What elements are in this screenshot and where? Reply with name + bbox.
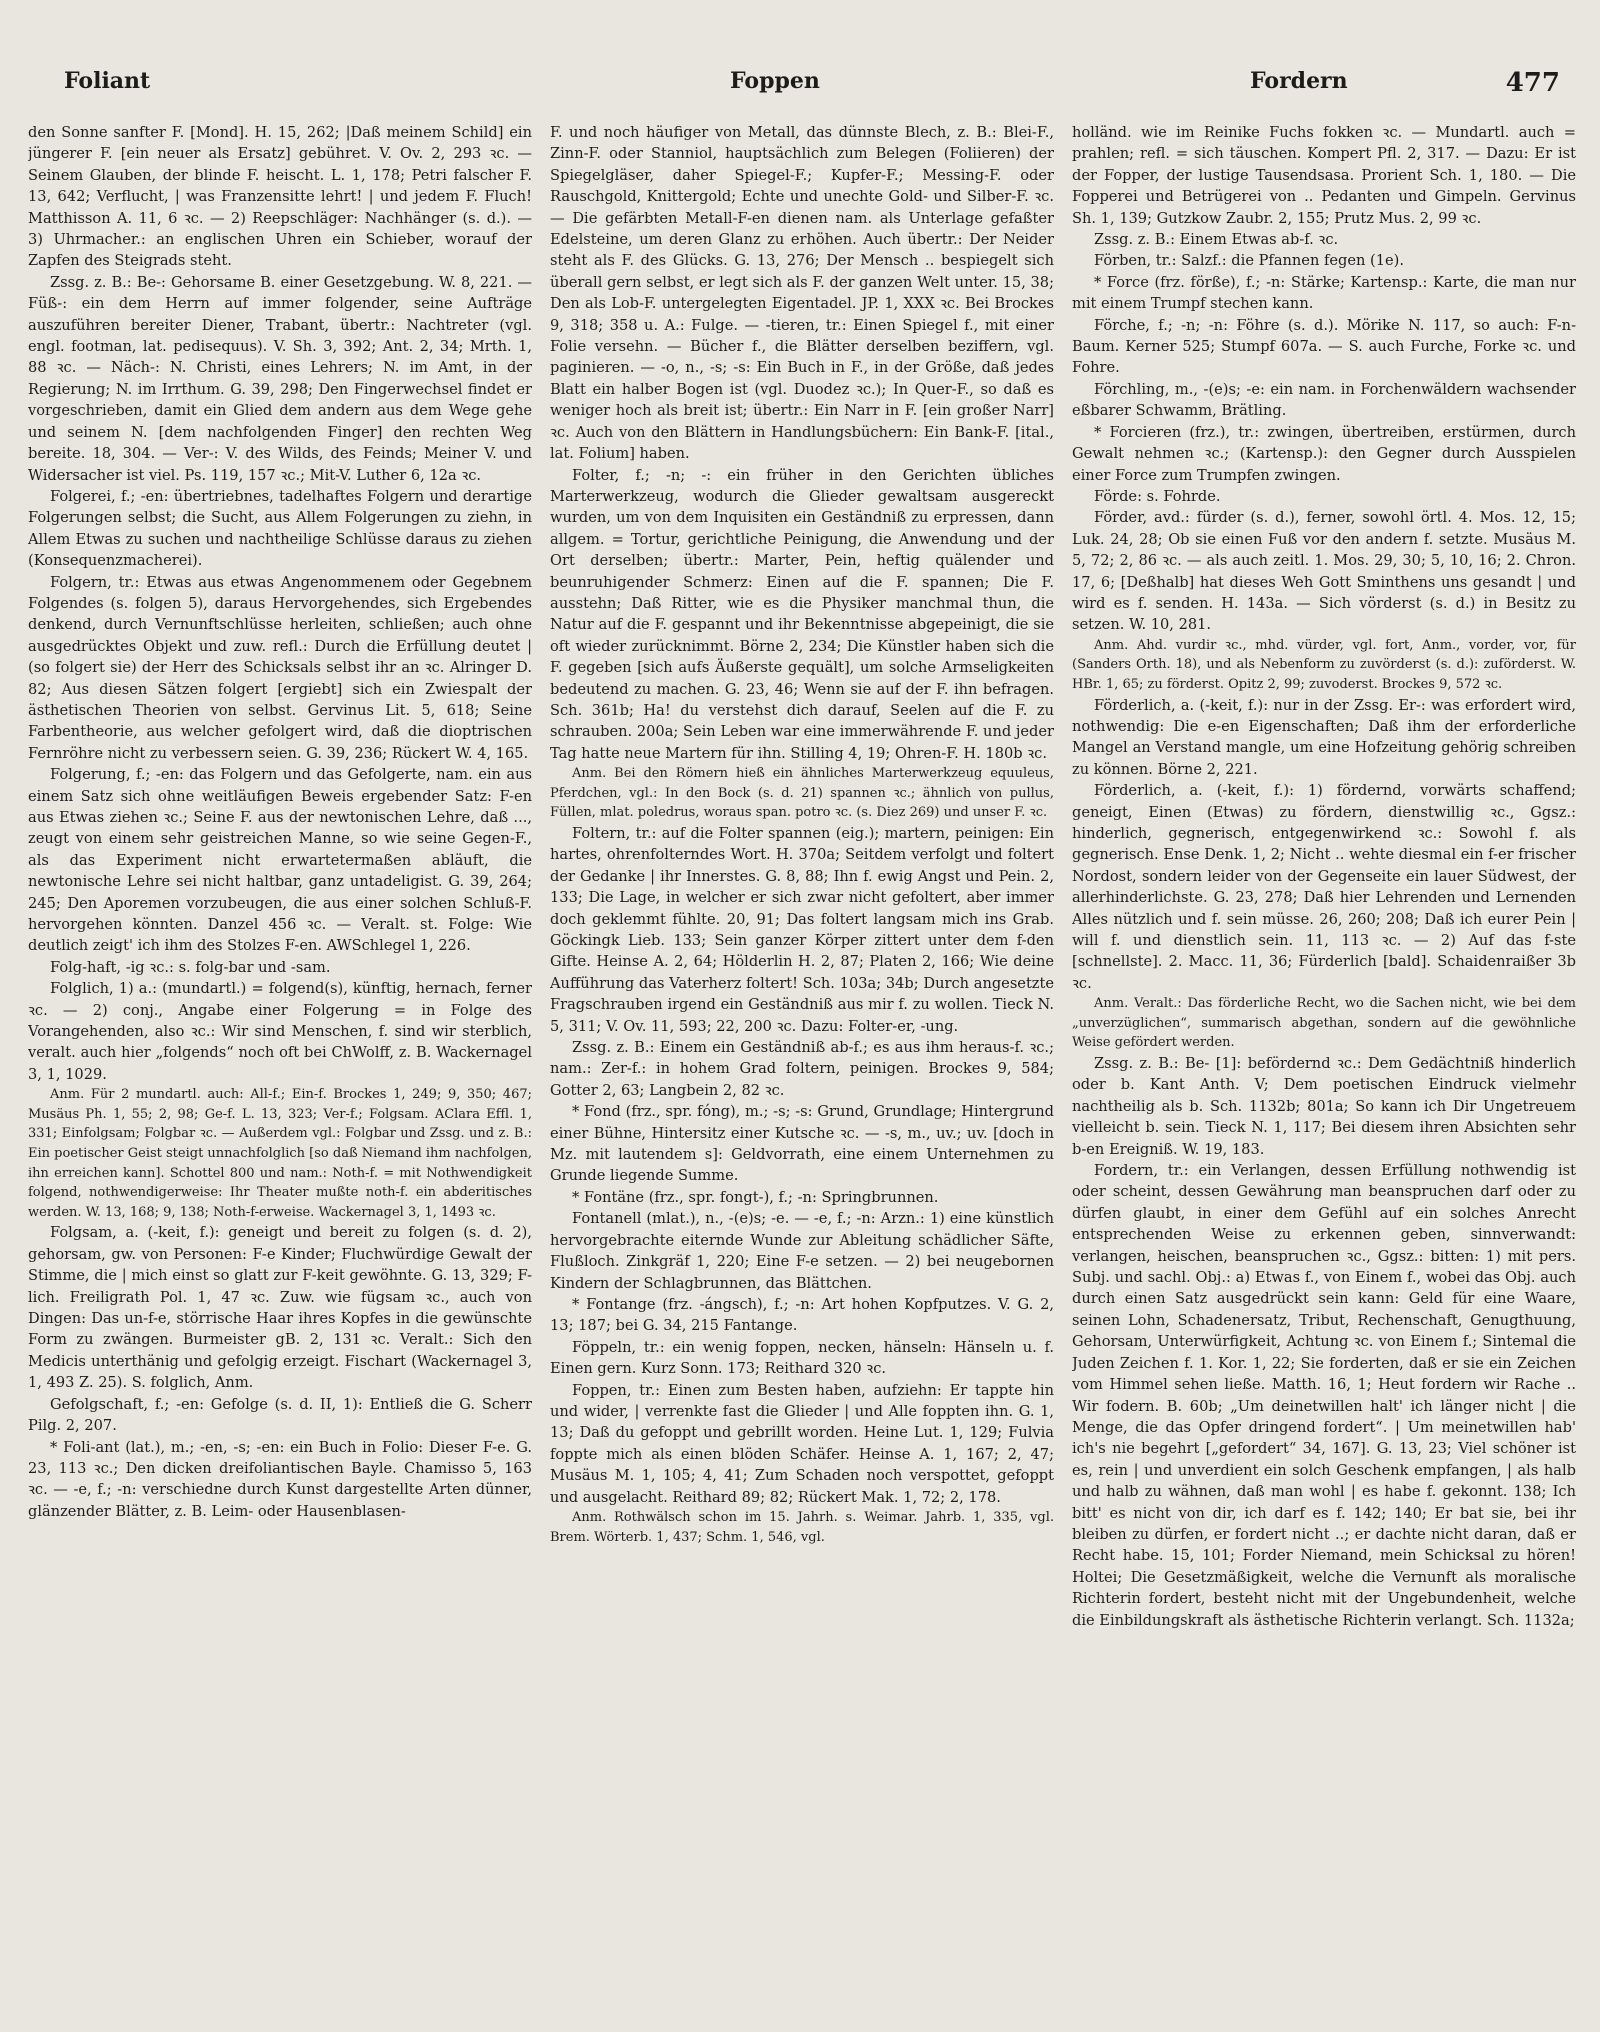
dictionary-entry: * Fond (frz., spr. fóng), m.; -s; -s: Grund, Grundlage; Hintergrund einer Bühne, Hintersitz einer Kutsche ꝛc. — -s, m., uv.; uv. [doch in Mz. mit lautendem s]: Geldvorrath, eine einem Unternehmen zu Grunde liegende Summe. bbox=[550, 1103, 1054, 1185]
dictionary-entry: Förche, f.; -n; -n: Föhre (s. d.). Mörike N. 117, so auch: F-n-Baum. Kerner 525; Stumpf 607a. — S. auch Furche, Forke ꝛc. und Fohre. bbox=[1072, 316, 1576, 377]
column-right bbox=[1072, 122, 1576, 2012]
dictionary-entry: * Fontäne (frz., spr. fongt-), f.; -n: Springbrunnen. bbox=[572, 1188, 939, 1206]
dictionary-entry: holländ. wie im Reinike Fuchs fokken ꝛc. — Mundartl. auch = prahlen; refl. = sich täuschen. Kompert Pfl. 2, 317. — Dazu: Er ist der Fopper, der lustige Tausendsasa. Prorient Sch. 1, 180. — Die Fopperei und Betrügerei von .. Pedanten und Gimpeln. Gervinus Sh. 1, 139; Gutzkow Zaubr. 2, 155; Prutz Mus. 2, 99 ꝛc. bbox=[1072, 124, 1576, 227]
dictionary-entry: Folgerei, f.; -en: übertriebnes, tadelhaftes Folgern und derartige Folgerungen selbst; die Sucht, aus Allem Folgerungen zu ziehn, in Allem Etwas zu suchen und nachtheilige Schlüsse daraus zu ziehen (Konsequenzmacherei). bbox=[28, 487, 532, 570]
annotation-paragraph: Anm. Veralt.: Das förderliche Recht, wo die Sachen nicht, wie bei dem „unverzüglichen“, summarisch abgethan, sondern auf die gewöhnliche Weise gefördert werden. bbox=[1072, 996, 1576, 1051]
dictionary-entry: Foltern, tr.: auf die Folter spannen (eig.); martern, peinigen: Ein hartes, ohrenfolterndes Wort. H. 370a; Seitdem verfolgt und foltert der Gedanke | ihr Innerstes. G. 8, 88; Ihn f. ewig Angst und Pein. 2, 133; Die Lage, in welcher er sich zwar nicht gefoltert, aber immer doch geklemmt fühlte. 20, 91; Das foltert langsam mich ins Grab. Göckingk Lieb. 133; Sein ganzer Körper zittert unter dem f-den Gifte. Heinse A. 2, 64; Hölderlin H. 2, 87; Platen 2, 166; Wie deine Aufführung das Vaterherz foltert! Sch. 103a; 34b; Durch angesetzte Fragschrauben irgend ein Geständniß aus mir f. zu wollen. Tieck N. 5, 311; V. Ov. 11, 593; 22, 200 ꝛc. Dazu: Folter-er, -ung. bbox=[550, 824, 1054, 1035]
header-center-catchword: Foppen bbox=[730, 68, 820, 94]
dictionary-entry: Zssg. z. B.: Einem Etwas ab-f. ꝛc. bbox=[1094, 231, 1339, 249]
annotation-paragraph: Anm. Bei den Römern hieß ein ähnliches Marterwerkzeug equuleus, Pferdchen, vgl.: In den Bock (s. d. 21) spannen ꝛc.; ähnlich von pullus, Füllen, mlat. poledrus, woraus span. potro ꝛc. (s. Diez 269) und unser F. ꝛc. bbox=[550, 766, 1054, 821]
dictionary-entry: * Fontange (frz. -ángsch), f.; -n: Art hohen Kopfputzes. V. G. 2, 13; 187; bei G. 34, 215 Fantange. bbox=[550, 1295, 1054, 1335]
dictionary-entry: Folgsam, a. (-keit, f.): geneigt und bereit zu folgen (s. d. 2), gehorsam, gw. von Personen: F-e Kinder; Fluchwürdige Gewalt der Stimme, die | mich einst so glatt zur F-keit gewöhnte. G. 13, 329; F-lich. Freiligrath Pol. 1, 47 ꝛc. Zuw. wie fügsam ꝛc., auch von Dingen: Das un-f-e, störrische Haar ihres Kopfes in die gewünschte Form zu zwängen. Burmeister gB. 2, 131 ꝛc. Veralt.: Sich den Medicis unterthänig und gefolgig erzeigt. Fischart (Wackernagel 3, 1, 493 Z. 25). S. folglich, Anm. bbox=[28, 1224, 532, 1392]
dictionary-entry: Folgern, tr.: Etwas aus etwas Angenommenem oder Gegebnem Folgendes (s. folgen 5), daraus Hervorgehendes, sich Ergebendes denkend, durch Vernunftschlüsse herleiten, schließen; auch ohne ausgedrücktes Objekt und zuw. refl.: Durch die Erfüllung deutet | (so folgert sie) der Herr des Schicksals selbst ihr an ꝛc. Alringer D. 82; Aus diesen Sätzen folgert [ergiebt] sich ein Zwiespalt der ästhetischen Theorien von selbst. Gervinus Lit. 5, 618; Seine Farbentheorie, aus welcher gefolgert wird, daß die dioptrischen Fernröhre nicht zu verbessern seien. G. 39, 236; Rückert W. 4, 165. bbox=[28, 573, 532, 762]
dictionary-entry: den Sonne sanfter F. [Mond]. H. 15, 262; |Daß meinem Schild] ein jüngerer F. [ein neuer als Ersatz] gebühret. V. Ov. 2, 293 ꝛc. — Seinem Glauben, der blinde F. heischt. L. 1, 178; Petri falscher F. 13, 642; Verflucht, | was Franzensitte lehrt! | und jedem F. Fluch! Matthisson A. 11, 6 ꝛc. — 2) Reepschläger: Nachhänger (s. d.). — 3) Uhrmacher.: an englischen Uhren ein Schieber, worauf der Zapfen des Steigrads steht. bbox=[28, 124, 532, 270]
header-left-catchword: Foliant bbox=[64, 68, 151, 94]
dictionary-entry: Gefolgschaft, f.; -en: Gefolge (s. d. II, 1): Entließ die G. Scherr Pilg. 2, 207. bbox=[28, 1395, 532, 1435]
dictionary-entry: Zssg. z. B.: Einem ein Geständniß ab-f.; es aus ihm heraus-f. ꝛc.; nam.: Zer-f.: in hohem Grad foltern, peinigen. Brockes 9, 584; Gotter 2, 63; Langbein 2, 82 ꝛc. bbox=[550, 1039, 1054, 1099]
dictionary-entry: Föppeln, tr.: ein wenig foppen, necken, hänseln: Hänseln u. f. Einen gern. Kurz Sonn. 173; Reithard 320 ꝛc. bbox=[550, 1338, 1054, 1378]
dictionary-entry: Folgerung, f.; -en: das Folgern und das Gefolgerte, nam. ein aus einem Satz sich ohne weitläufigen Beweis ergebender Satz: F-en aus Etwas ziehen ꝛc.; Seine F. aus der newtonischen Lehre, daß ..., zeugt von einem sehr geistreichen Manne, so wie seine Gegen-F., als das Experiment nicht erwartetermaßen abläuft, die newtonische Lehre sei nicht haltbar, ganz untadeligist. G. 39, 264; 245; Den Aporemen vorzubeugen, die aus einer solchen Schluß-F. hervorgehen könnten. Danzel 456 ꝛc. — Veralt. st. Folge: Wie deutlich zeigt' ich ihm des Stolzes F-en. AWSchlegel 1, 226. bbox=[28, 766, 532, 955]
dictionary-entry: Fontanell (mlat.), n., -(e)s; -e. — -e, f.; -n: Arzn.: 1) eine künstlich hervorgebrachte eiternde Wunde zur Ableitung schädlicher Säfte, Flußloch. Zinkgräf 1, 220; Eine F-e setzen. — 2) bei neugebornen Kindern der Schlagbrunnen, das Blättchen. bbox=[550, 1210, 1054, 1292]
dictionary-entry: Förder, avd.: fürder (s. d.), ferner, sowohl örtl. 4. Mos. 12, 15; Luk. 24, 28; Ob sie einen Fuß vor den andern f. setzte. Musäus M. 5, 72; 2, 86 ꝛc. — als auch zeitl. 1. Mos. 29, 30; 5, 10, 16; 2. Chron. 17, 6; [Deßhalb] hat dieses Weh Gott Sminthens uns gesandt | und wird es f. senden. H. 143a. — Sich vörderst (s. d.) in Besitz zu setzen. W. 10, 281. bbox=[1072, 509, 1576, 634]
column-middle bbox=[550, 122, 1054, 2012]
dictionary-entry: Förde: s. Fohrde. bbox=[1094, 487, 1221, 505]
dictionary-entry: Zssg. z. B.: Be- [1]: befördernd ꝛc.: Dem Gedächtniß hinderlich oder b. Kant Anth. V; Dem poetischen Eindruck vielmehr nachtheilig als b. Sch. 1132b; 801a; So kann ich Dir Ungetreuem vielleicht b. sein. Tieck N. 1, 117; Bei diesem ihren Absichten sehr b-en Ereigniß. W. 19, 183. bbox=[1072, 1055, 1576, 1158]
dictionary-entry: Foppen, tr.: Einen zum Besten haben, aufziehn: Er tappte hin und wider, | verrenkte fast die Glieder | und Alle foppten ihn. G. 1, 13; Daß du gefoppt und gebrillt worden. Heine Lut. 1, 129; Fulvia foppte mich als einen blöden Schäfer. Heinse A. 1, 167; 2, 47; Musäus M. 1, 105; 4, 41; Zum Schaden noch verspottet, gefoppt und ausgelacht. Reithard 89; 82; Rückert Mak. 1, 72; 2, 178. bbox=[550, 1381, 1054, 1506]
dictionary-entry: Zssg. z. B.: Be-: Gehorsame B. einer Gesetzgebung. W. 8, 221. — Füß-: ein dem Herrn auf immer folgender, seine Aufträge auszuführen bereiter Diener, Trabant, übertr.: Nachtreter (vgl. engl. footman, lat. pedisequus). V. Sh. 3, 392; Ant. 2, 34; Mrth. 1, 88 ꝛc. — Näch-: N. Christi, eines Lehrers; N. im Amt, in der Regierung; N. im Irrthum. G. 39, 298; Den Fingerwechsel findet er vorgeschrieben, damit ein Glied dem andern aus dem Wege gehe und seinem N. [dem nachfolgenden Finger] den rechten Weg bereite. 18, 304. — Ver-: V. des Wilds, des Feinds; Meiner V. und Widersacher ist viel. Ps. 119, 157 ꝛc.; Mit-V. Luther 6, 12a ꝛc. bbox=[28, 273, 532, 484]
dictionary-entry: Fordern, tr.: ein Verlangen, dessen Erfüllung nothwendig ist oder scheint, dessen Gewährung man beanspruchen darf oder zu dürfen glaubt, in einer dem Gefühl auf ein solches Anrecht entsprechenden Weise zu erkennen geben, sinnverwandt: verlangen, heischen, beanspruchen ꝛc., Ggsz.: bitten: 1) mit pers. Subj. und sachl. Obj.: a) Etwas f., von Einem f., wobei das Obj. auch durch einen Satz ausgedrückt sein kann: Geld für eine Waare, seinen Lohn, Schadenersatz, Tribut, Rechenschaft, Genugthuung, Gehorsam, Unterwürfigkeit, Achtung ꝛc. von Einem f.; Sintemal die Juden Zeichen f. 1. Kor. 1, 22; Sie forderten, daß er sie ein Zeichen vom Himmel sehen ließe. Matth. 16, 1; Heut fordern wir Rache .. Wir fodern. B. 60b; „Um deinetwillen halt' ich länger nicht | die Menge, die das Opfer dringend fordert“. | Um meinetwillen hab' ich's nie begehrt [„gefordert“ 34, 167]. G. 13, 23; Viel schöner ist es, rein | und unverdient ein solch Geschenk empfangen, | als halb und halb zu wähnen, daß man wohl | es habe f. gekonnt. 138; Ich bitt' es nicht von dir, ich darf es f. 142; 140; Er bat sie, bei ihr bleiben zu dürfen, er fordert nicht ..; er dachte nicht daran, daß er Recht habe. 15, 101; Forder Niemand, mein Schicksal zu hören! Holtei; Die Gesetzmäßigkeit, welche die Vernunft als moralische Richterin fordert, besteht nicht mit der Ungebundenheit, welche die Einbildungskraft als ästhetische Richterin verlangt. Sch. 1132a; bbox=[1072, 1162, 1576, 1629]
running-head bbox=[40, 68, 1560, 108]
page-number: 477 bbox=[1505, 68, 1560, 98]
dictionary-entry: Förchling, m., -(e)s; -e: ein nam. in Forchenwäldern wachsender eßbarer Schwamm, Brätling. bbox=[1072, 380, 1576, 420]
dictionary-entry: Förderlich, a. (-keit, f.): nur in der Zssg. Er-: was erfordert wird, nothwendig: Die e-en Eigenschaften; Daß ihm der erforderliche Mangel an Verstand mangle, um eine Hofzeitung gehörig schreiben zu können. Börne 2, 221. bbox=[1072, 696, 1576, 778]
header-right-catchword: Fordern bbox=[1250, 68, 1348, 94]
dictionary-entry: Förben, tr.: Salzf.: die Pfannen fegen (1e). bbox=[1094, 252, 1404, 270]
annotation-paragraph: Anm. Ahd. vurdir ꝛc., mhd. vürder, vgl. fort, Anm., vorder, vor, für (Sanders Orth. 18), und als Nebenform zu zuvörderst (s. d.): zuförderst. W. HBr. 1, 65; zu förderst. Opitz 2, 99; zuvoderst. Brockes 9, 572 ꝛc. bbox=[1072, 637, 1576, 692]
dictionary-entry: Folglich, 1) a.: (mundartl.) = folgend(s), künftig, hernach, ferner ꝛc. — 2) conj., Angabe einer Folgerung = in Folge des Vorangehenden, also ꝛc.: Wir sind Menschen, f. sind wir sterblich, veralt. auch hier „folgends“ noch oft bei ChWolff, z. B. Wackernagel 3, 1, 1029. bbox=[28, 980, 532, 1083]
dictionary-entry: * Foli-ant (lat.), m.; -en, -s; -en: ein Buch in Folio: Dieser F-e. G. 23, 113 ꝛc.; Den dicken dreifoliantischen Bayle. Chamisso 5, 163 ꝛc. — -e, f.; -n: verschiedne durch Kunst dargestellte Arten dünner, glänzender Blätter, z. B. Leim- oder Hausenblasen- bbox=[28, 1438, 532, 1520]
dictionary-entry: * Forcieren (frz.), tr.: zwingen, übertreiben, erstürmen, durch Gewalt nehmen ꝛc.; (Kartensp.): den Gegner durch Ausspielen einer Force zum Trumpfen zwingen. bbox=[1072, 423, 1576, 484]
text-columns bbox=[28, 122, 1576, 2012]
annotation-paragraph: Anm. Rothwälsch schon im 15. Jahrh. s. Weimar. Jahrb. 1, 335, vgl. Brem. Wörterb. 1, 437; Schm. 1, 546, vgl. bbox=[550, 1509, 1054, 1545]
annotation-paragraph: Anm. Für 2 mundartl. auch: All-f.; Ein-f. Brockes 1, 249; 9, 350; 467; Musäus Ph. 1, 55; 2, 98; Ge-f. L. 13, 323; Ver-f.; Folgsam. AClara Effl. 1, 331; Einfolgsam; Folgbar ꝛc. — Außerdem vgl.: Folgbar und Zssg. und z. B.: Ein poetischer Geist steigt unnachfolglich [so daß Niemand ihm nachfolgen, ihn erreichen kann]. Schottel 800 und nam.: Noth-f. = mit Nothwendigkeit folgend, nothwendigerweise: Ihr Theater mußte noth-f. ein abderitisches werden. W. 13, 168; 9, 138; Noth-f-erweise. Wackernagel 3, 1, 1493 ꝛc. bbox=[28, 1087, 532, 1220]
dictionary-entry: * Force (frz. förße), f.; -n: Stärke; Kartensp.: Karte, die man nur mit einem Trumpf stechen kann. bbox=[1072, 273, 1576, 313]
dictionary-entry: F. und noch häufiger von Metall, das dünnste Blech, z. B.: Blei-F., Zinn-F. oder Stanniol, hauptsächlich zum Belegen (Foliieren) der Spiegelgläser, daher Spiegel-F.; Kupfer-F.; Messing-F. oder Rauschgold, Knittergold; Echte und unechte Gold- und Silber-F. ꝛc. — Die gefärbten Metall-F-en dienen nam. als Unterlage gefaßter Edelsteine, um deren Glanz zu erhöhen. Auch übertr.: Der Neider steht als F. des Glücks. G. 13, 276; Der Mensch .. bespiegelt sich überall gern selbst, er legt sich als F. der ganzen Welt unter. 15, 38; Den als Lob-F. untergelegten Eigentadel. JP. 1, XXX ꝛc. Bei Brockes 9, 318; 358 u. A.: Fulge. — -tieren, tr.: Einen Spiegel f., mit einer Folie versehn. — Bücher f., die Blätter derselben beziffern, vgl. paginieren. — -o, n., -s; -s: Ein Buch in F., in der Größe, daß jedes Blatt ein halber Bogen ist (vgl. Duodez ꝛc.); In Quer-F., so daß es weniger hoch als breit ist; übertr.: Ein Narr in F. [ein großer Narr] ꝛc. Auch von den Blättern in Handlungsbüchern: Ein Bank-F. [ital., lat. Folium] haben. bbox=[550, 124, 1054, 463]
dictionary-entry: Förderlich, a. (-keit, f.): 1) fördernd, vorwärts schaffend; geneigt, Einen (Etwas) zu fördern, dienstwillig ꝛc., Ggsz.: hinderlich, gegnerisch, entgegenwirkend ꝛc.: Sowohl f. als gegnerisch. Ense Denk. 1, 2; Nicht .. wehte diesmal ein f-er frischer Nordost, sondern leider von der Gegenseite ein lauer Südwest, der allerhinderlichste. G. 23, 278; Daß hier Lehrenden und Lernenden Alles nützlich und f. sein müsse. 26, 260; 208; Daß ich eurer Pein | will f. und dienstlich sein. 11, 113 ꝛc. — 2) Auf das f-ste [schnellste]. 2. Macc. 11, 36; Fürderlich [bald]. Schaidenraißer 3b ꝛc. bbox=[1072, 782, 1576, 992]
column-left bbox=[28, 122, 532, 2012]
dictionary-entry: Folg-haft, -ig ꝛc.: s. folg-bar und -sam. bbox=[50, 958, 331, 976]
dictionary-entry: Folter, f.; -n; -: ein früher in den Gerichten übliches Marterwerkzeug, wodurch die Glieder gewaltsam ausgereckt wurden, um von dem Inquisiten ein Geständniß zu erpressen, dann allgem. = Tortur, gerichtliche Peinigung, die Anwendung und der Ort derselben; übertr.: Marter, Pein, heftig quälender und beunruhigender Schmerz: Einen auf die F. spannen; Die F. ausstehn; Daß Ritter, wie es die Physiker manchmal thun, die Natur auf die F. gespannt und ihr Bekenntnisse abgepeinigt, die sie oft wieder zurücknimmt. Börne 2, 234; Die Künstler haben sich die F. gegeben [sich aufs Äußerste gequält], um solche Armseligkeiten bedeutend zu machen. G. 23, 46; Wenn sie auf der F. ihn befragen. Sch. 361b; Ha! du verstehst dich darauf, Seelen auf die F. zu schrauben. 200a; Sein Leben war eine immerwährende F. und jeder Tag hatte neue Martern für ihn. Stilling 4, 19; Ohren-F. H. 180b ꝛc. bbox=[550, 466, 1054, 762]
